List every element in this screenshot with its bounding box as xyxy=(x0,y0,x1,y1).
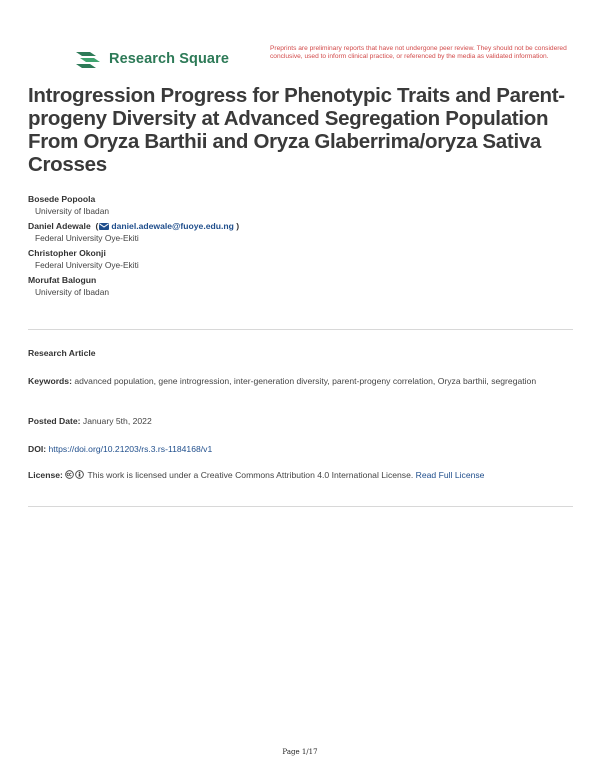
license-text: This work is licensed under a Creative Commons Attribution 4.0 International License. xyxy=(87,470,414,480)
author-affiliation: University of Ibadan xyxy=(35,287,110,297)
author-entry xyxy=(28,248,568,271)
brand-name: Research Square xyxy=(109,51,229,67)
page-number: Page 1/17 xyxy=(282,748,318,756)
posted-date-value: January 5th, 2022 xyxy=(82,416,152,426)
article-type: Research Article xyxy=(28,348,96,358)
preprint-disclaimer: Preprints are preliminary reports that have not undergone peer review. They should not be considered conclusive, used to inform clinical practice, or referenced by the media as validated information. xyxy=(270,45,567,60)
author-name[interactable]: Bosede Popoola xyxy=(28,194,96,204)
author-affiliation: Federal University Oye-Ekiti xyxy=(35,233,139,243)
research-square-logo-icon xyxy=(74,49,102,69)
research-square-logo[interactable] xyxy=(74,49,229,69)
author-name[interactable]: Christopher Okonji xyxy=(28,248,106,258)
author-name[interactable]: Morufat Balogun xyxy=(28,275,97,285)
paper-title: Introgression Progress for Phenotypic Traits and Parent-progeny Diversity at Advanced Segregation Population From Oryza Barthii and Oryza Glaberrima/oryza Sativa Crosses xyxy=(28,84,565,176)
author-list xyxy=(28,194,568,302)
author-affiliation: University of Ibadan xyxy=(35,206,110,216)
license-label: License: xyxy=(28,470,63,480)
author-entry xyxy=(28,275,568,298)
author-affiliation: Federal University Oye-Ekiti xyxy=(35,260,139,270)
email-paren-close: ) xyxy=(233,221,240,231)
read-full-license-link[interactable]: Read Full License xyxy=(415,470,485,480)
keywords-value: advanced population, gene introgression, inter-generation diversity, parent-progeny correlation, Oryza barthii, segregation xyxy=(74,376,537,386)
doi-section xyxy=(28,443,568,456)
author-entry xyxy=(28,194,568,217)
section-divider xyxy=(28,329,573,330)
envelope-icon xyxy=(99,223,109,230)
keywords-label: Keywords: xyxy=(28,376,72,386)
author-name[interactable]: Daniel Adewale xyxy=(28,221,91,231)
posted-date-label: Posted Date: xyxy=(28,416,81,426)
creative-commons-icon xyxy=(65,470,74,479)
email-paren-open: ( xyxy=(93,221,99,231)
section-divider xyxy=(28,506,573,507)
keywords-section xyxy=(28,375,568,388)
doi-link[interactable]: https://doi.org/10.21203/rs.3.rs-1184168/v1 xyxy=(48,444,213,454)
author-email-link[interactable]: daniel.adewale@fuoye.edu.ng xyxy=(111,221,234,231)
author-entry xyxy=(28,221,568,244)
author-name-line xyxy=(28,221,568,232)
posted-date-section xyxy=(28,415,568,428)
attribution-icon xyxy=(75,470,84,479)
license-section xyxy=(28,469,568,482)
doi-label: DOI: xyxy=(28,444,47,454)
